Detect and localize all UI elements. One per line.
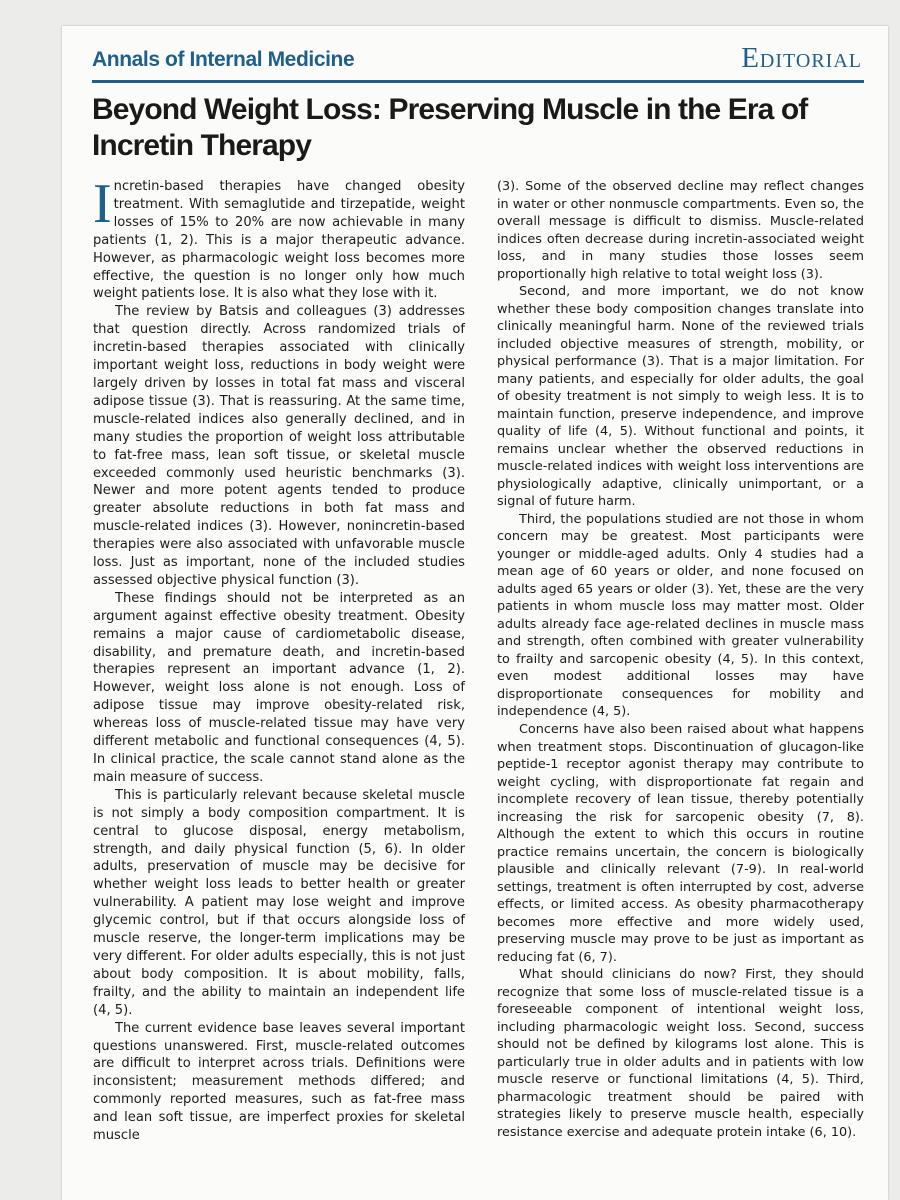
journal-name: Annals of Internal Medicine [92, 48, 355, 71]
paragraph-2: The review by Batsis and colleagues (3) addresses that question directly. Across randomized trials of incretin-based therapies associated with clinically important weight loss, reductions in body weight were largely driven by losses in total fat mass and visceral adipose tissue (3). That is reassuring. At the same time, muscle-related indices also generally declined, and in many studies the proportion of weight loss attributable to fat-free mass, lean soft tissue, or skeletal muscle exceeded commonly used heuristic benchmarks (3). Newer and more potent agents tended to produce greater absolute reductions in both fat mass and muscle-related indices (3). However, nonincretin-based therapies were also associated with unfavorable muscle loss. Just as important, none of the included studies assessed objective physical function (3). [93, 304, 465, 588]
header-rule [92, 80, 864, 83]
drop-cap: I [93, 173, 112, 235]
paragraph-1 [93, 173, 465, 303]
paragraph-1-text: ncretin-based therapies have changed obesity treatment. With semaglutide and tirzepatide, weight losses of 15% to 20% are now achievable in many patients (1, 2). This is a major therapeutic advance. However, as pharmacologic weight loss becomes more effective, the question is no longer only how much weight patients lose. It is also what they lose with it. [93, 179, 465, 302]
paragraph-9: Concerns have also been raised about what happens when treatment stops. Discontinuation of glucagon-like peptide-1 receptor agonist therapy may contribute to weight cycling, with disproportionate fat regain and incomplete recovery of lean tissue, thereby potentially increasing the risk for sarcopenic obesity (7, 8). Although the extent to which this occurs in routine practice remains uncertain, the concern is biologically plausible and clinically relevant (7-9). In real-world settings, treatment is often interrupted by cost, adverse effects, or limited access. As obesity pharmacotherapy becomes more effective and more widely used, preserving muscle may prove to be just as important as reducing fat (6, 7). [497, 721, 864, 965]
paragraph-7: Second, and more important, we do not know whether these body composition changes translate into clinically meaningful harm. None of the reviewed trials included objective measures of strength, mobility, or physical performance (3). That is a major limitation. For many patients, and especially for older adults, the goal of obesity treatment is not simply to weigh less. It is to maintain function, preserve independence, and improve quality of life (4, 5). Without functional and points, it remains unclear whether the observed reductions in muscle-related indices with weight loss interventions are physiologically adaptive, clinically unimportant, or a signal of future harm. [497, 284, 864, 510]
column-right [497, 178, 864, 1141]
paragraph-3: These findings should not be interpreted as an argument against effective obesity treatment. Obesity remains a major cause of cardiometabolic disease, disability, and premature death, and incretin-based therapies represent an important advance (1, 2). However, weight loss alone is not enough. Loss of adipose tissue may improve obesity-related risk, whereas loss of muscle-related tissue may have very different metabolic and functional consequences (4, 5). In clinical practice, the scale cannot stand alone as the main measure of success. [93, 590, 465, 785]
paragraph-6: (3). Some of the observed decline may reflect changes in water or other nonmuscle compartments. Even so, the overall message is difficult to dismiss. Muscle-related indices often decrease during incretin-associated weight loss, and in many studies those losses seem proportionally high relative to total weight loss (3). [497, 179, 864, 282]
section-label: Editorial [741, 42, 862, 74]
article-title: Beyond Weight Loss: Preserving Muscle in the Era of Incretin Therapy [92, 93, 808, 162]
paragraph-5: The current evidence base leaves several important questions unanswered. First, muscle-related outcomes are difficult to interpret across trials. Definitions were inconsistent; measurement methods differed; and commonly reported measures, such as fat-free mass and lean soft tissue, are imperfect proxies for skeletal muscle [93, 1020, 465, 1144]
paragraph-10: What should clinicians do now? First, they should recognize that some loss of muscle-related tissue is a foreseeable component of intentional weight loss, including pharmacologic weight loss. Second, success should not be defined by kilograms lost alone. This is particularly true in older adults and in patients with low muscle reserve or functional limitations (4, 5). Third, pharmacologic treatment should be paired with strategies likely to preserve muscle health, especially resistance exercise and adequate protein intake (6, 10). [497, 967, 864, 1140]
paragraph-4: This is particularly relevant because skeletal muscle is not simply a body composition compartment. It is central to glucose disposal, energy metabolism, strength, and daily physical function (5, 6). In older adults, preservation of muscle may be decisive for whether weight loss leads to better health or greater vulnerability. A patient may lose weight and improve glycemic control, but if that occurs alongside loss of muscle reserve, the longer-term implications may be very different. For older adults especially, this is not just about body composition. It is about mobility, falls, frailty, and the ability to maintain an independent life (4, 5). [93, 787, 465, 1018]
paragraph-8: Third, the populations studied are not those in whom concern may be greatest. Most participants were younger or middle-aged adults. Only 4 studies had a mean age of 60 years or older, and none focused on adults aged 65 years or older (3). Yet, these are the very patients in whom muscle loss may matter most. Older adults already face age-related declines in muscle mass and strength, often combined with greater vulnerability to frailty and sarcopenic obesity (4, 5). In this context, even modest additional losses may have disproportionate consequences for mobility and independence (4, 5). [497, 511, 864, 720]
column-left [93, 173, 465, 1145]
